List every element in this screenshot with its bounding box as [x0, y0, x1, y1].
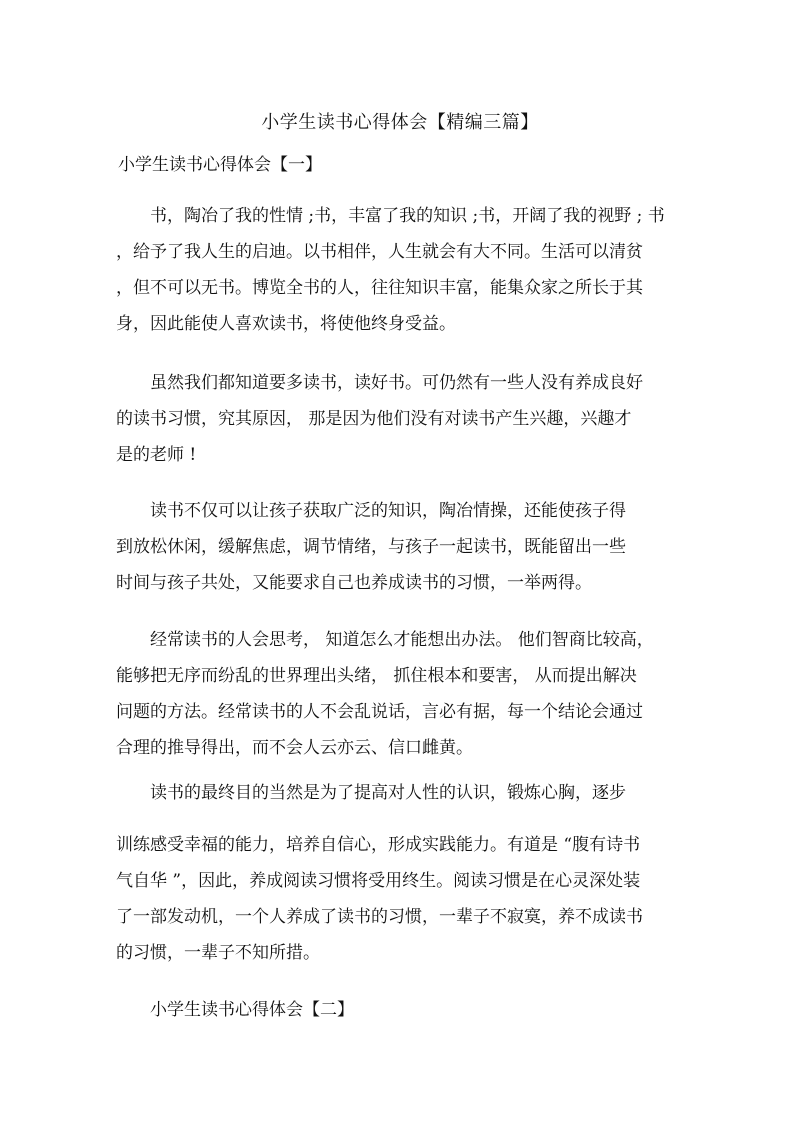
paragraph-5 — [116, 775, 686, 811]
section-heading-2: 小学生读书心得体会【二】 — [150, 1000, 354, 1020]
paragraph-3 — [116, 493, 686, 601]
paragraph-2 — [116, 365, 686, 473]
paragraph-4 — [116, 622, 686, 766]
paragraph-line: 训练感受幸福的能力，培养自信心，形成实践能力。有道是 “腹有诗书 — [116, 835, 641, 855]
paragraph-line: 身，因此能使人喜欢读书，将使他终身受益。 — [116, 314, 456, 334]
paragraph-line: 合理的推导得出，而不会人云亦云、信口雌黄。 — [116, 738, 473, 758]
paragraph-line: 是的老师 ! — [116, 445, 197, 465]
document-title: 小学生读书心得体会【精编三篇】 — [261, 112, 539, 133]
paragraph-6 — [116, 827, 686, 971]
paragraph-line: 的习惯，一辈子不知所措。 — [116, 943, 320, 963]
paragraph-line: 到放松休闲，缓解焦虑，调节情绪，与孩子一起读书，既能留出一些 — [116, 537, 626, 557]
paragraph-line: 读书不仅可以让孩子获取广泛的知识，陶冶情操，还能使孩子得 — [116, 501, 626, 521]
paragraph-1 — [116, 198, 686, 342]
paragraph-line: 时间与孩子共处，又能要求自己也养成读书的习惯，一举两得。 — [116, 573, 592, 593]
paragraph-line: 气自华 ”，因此，养成阅读习惯将受用终生。阅读习惯是在心灵深处装 — [116, 871, 641, 891]
paragraph-line: 的读书习惯，究其原因， 那是因为他们没有对读书产生兴趣，兴趣才 — [116, 409, 632, 429]
paragraph-line: ，给予了我人生的启迪。以书相伴，人生就会有大不同。生活可以清贫 — [116, 242, 643, 262]
paragraph-line: 问题的方法。经常读书的人不会乱说话，言必有据，每一个结论会通过 — [116, 702, 643, 722]
paragraph-line: ，但不可以无书。博览全书的人，往往知识丰富，能集众家之所长于其 — [116, 278, 643, 298]
paragraph-line: 经常读书的人会思考， 知道怎么才能想出办法。 他们智商比较高， — [116, 630, 654, 650]
paragraph-line: 书，陶冶了我的性情 ;书，丰富了我的知识 ;书，开阔了我的视野 ; 书 — [116, 206, 665, 226]
paragraph-line: 了一部发动机，一个人养成了读书的习惯，一辈子不寂寞，养不成读书 — [116, 907, 643, 927]
paragraph-line: 读书的最终目的当然是为了提高对人性的认识，锻炼心胸，逐步 — [116, 783, 626, 803]
paragraph-line: 虽然我们都知道要多读书，读好书。可仍然有一些人没有养成良好 — [116, 373, 643, 393]
paragraph-line: 能够把无序而纷乱的世界理出头绪， 抓住根本和要害， 从而提出解决 — [116, 666, 637, 686]
section-heading-1: 小学生读书心得体会【一】 — [118, 155, 322, 175]
